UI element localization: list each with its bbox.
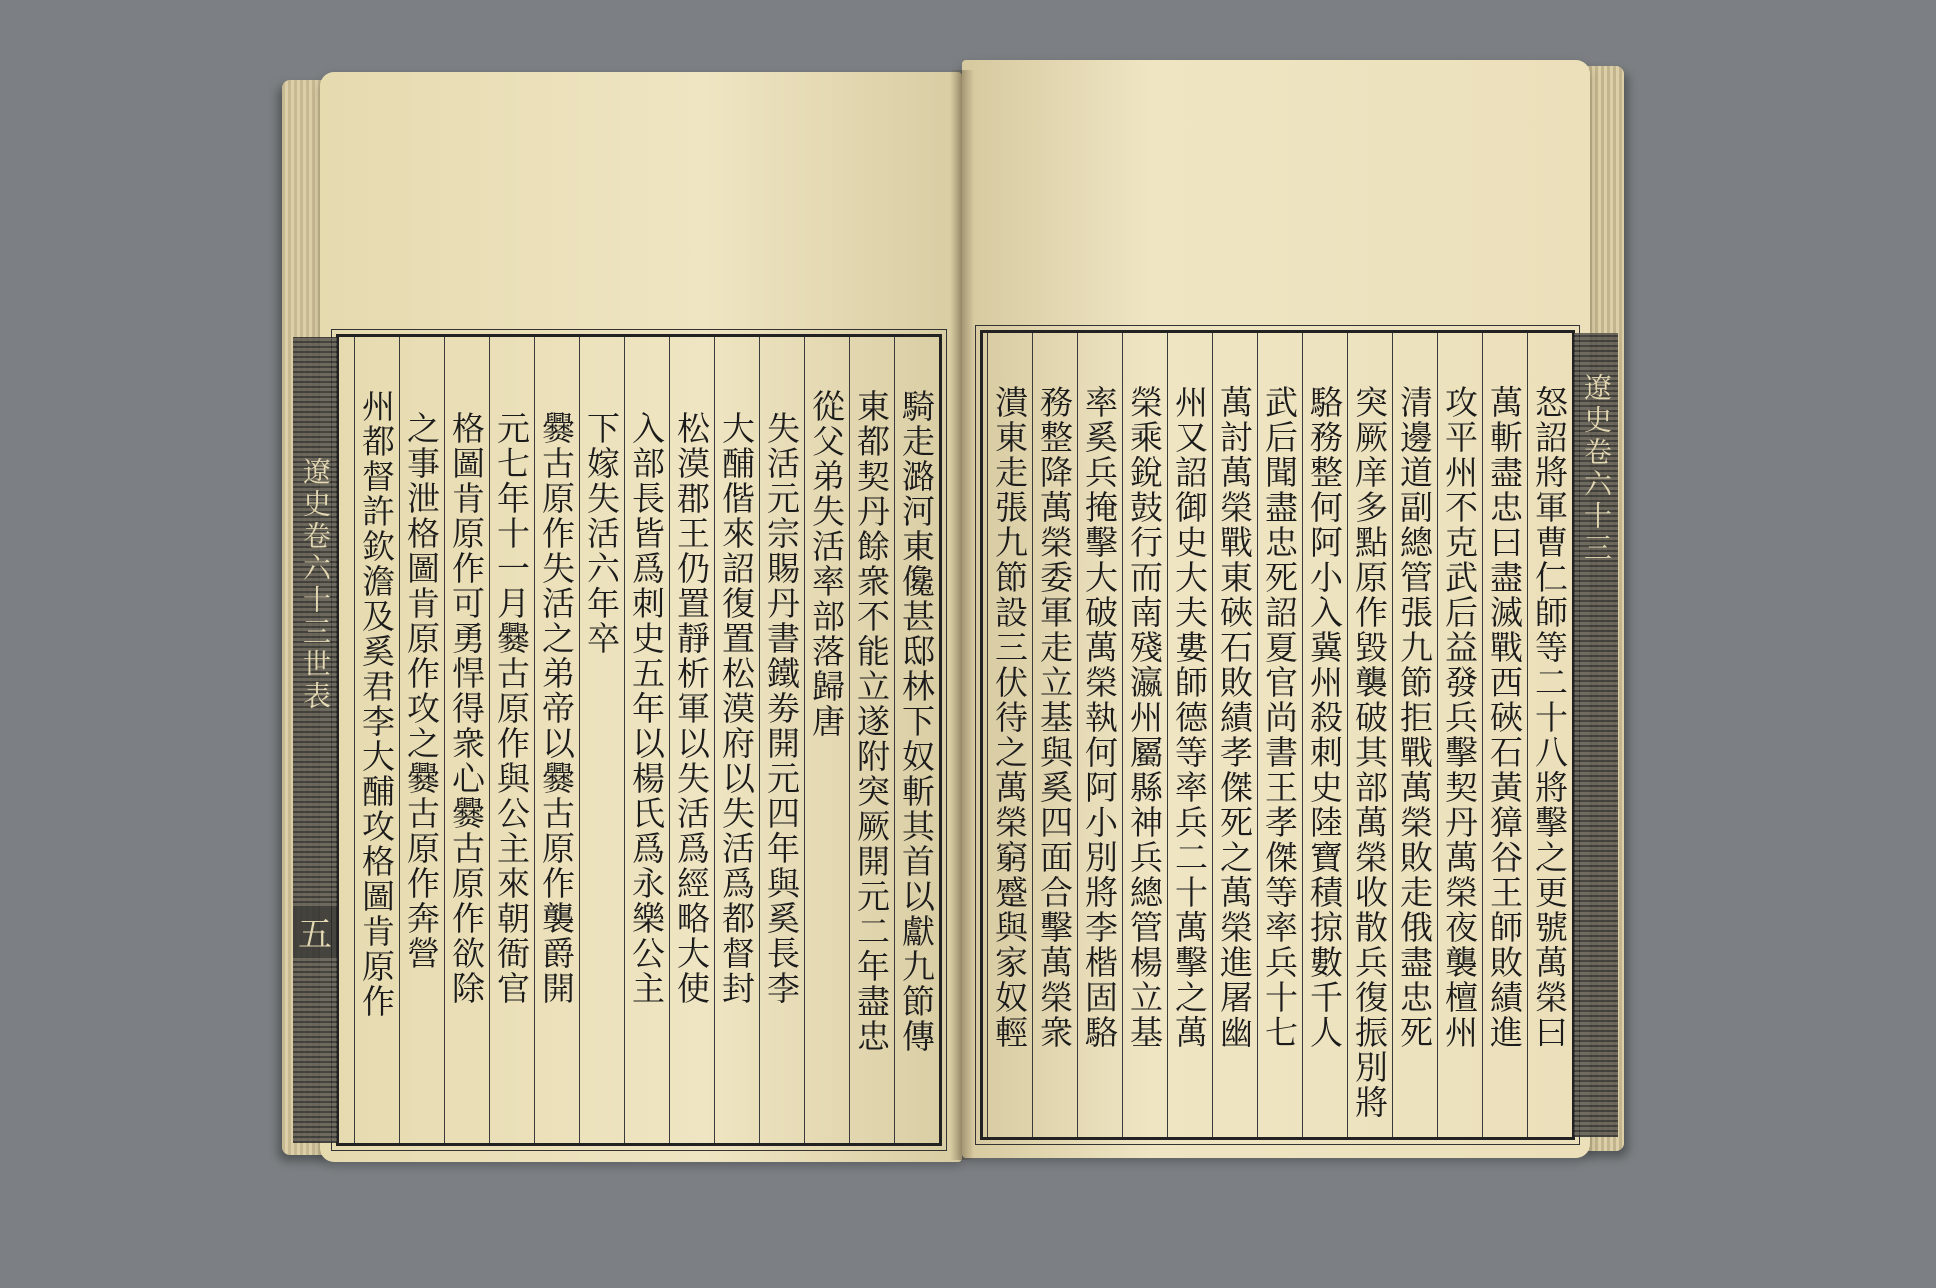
column-text: 攻平州不克武后益發兵擊契丹萬榮夜襲檀州 [1440,385,1479,1050]
text-column [894,337,939,1143]
text-column [1437,333,1482,1137]
column-text: 務整降萬榮委軍走立基與奚四面合擊萬榮衆 [1035,385,1074,1050]
column-text: 格圖肯原作可勇悍得衆心爨古原作欲除 [447,411,486,1006]
column-text: 率奚兵掩擊大破萬榮執何阿小別將李楷固駱 [1080,385,1119,1050]
text-column [987,333,1032,1137]
text-column [354,337,399,1143]
column-text: 萬斬盡忠曰盡滅戰西硤石黃獐谷王師敗績進 [1485,385,1524,1050]
column-text: 東都契丹餘衆不能立遂附突厥開元二年盡忠 [852,389,891,1054]
column-text: 怒詔將軍曹仁師等二十八將擊之更號萬榮曰 [1530,385,1569,1050]
text-column [1167,333,1212,1137]
book-gutter [950,70,974,1160]
text-column [444,337,489,1143]
text-column [1527,333,1572,1137]
column-text: 下嫁失活六年卒 [582,411,621,656]
text-column [849,337,894,1143]
left-margin-title: 遼史卷六十三世表 [299,457,332,713]
text-column [714,337,759,1143]
right-margin-strip [1574,333,1618,1137]
text-column [759,337,804,1143]
column-text: 爨古原作失活之弟帝以爨古原作襲爵開 [537,411,576,1006]
column-text: 武后聞盡忠死詔夏官尚書王孝傑等率兵十七 [1260,385,1299,1050]
text-column [1392,333,1437,1137]
column-text: 失活元宗賜丹書鐵劵開元四年與奚長李 [762,411,801,1006]
column-text: 入部長皆爲刺史五年以楊氏爲永樂公主 [627,411,666,1006]
text-column [489,337,534,1143]
column-text: 駱務整何阿小入冀州殺刺史陸寶積掠數千人 [1305,385,1344,1050]
page-number: 五 [293,907,337,956]
text-column [534,337,579,1143]
text-column [1482,333,1527,1137]
text-column [1077,333,1122,1137]
column-text: 之事泄格圖肯原作攻之爨古原作奔營 [402,411,441,971]
right-columns [987,333,1572,1137]
column-text: 大酺偕來詔復置松漠府以失活爲都督封 [717,411,756,1006]
column-text: 松漠郡王仍置靜析軍以失活爲經略大使 [672,411,711,1006]
text-column [624,337,669,1143]
left-margin-strip [293,337,337,1143]
text-column [1257,333,1302,1137]
text-column [579,337,624,1143]
right-margin-title: 遼史卷六十三 [1580,373,1613,565]
text-column [804,337,849,1143]
column-text: 州又詔御史大夫婁師德等率兵二十萬擊之萬 [1170,385,1209,1050]
column-text: 潰東走張九節設三伏待之萬榮窮蹙與家奴輕 [990,385,1029,1050]
right-text-frame [980,330,1613,1140]
column-text: 突厥庠多點原作毀襲破其部萬榮收散兵復振別將 [1350,385,1389,1120]
column-text: 州都督許欽澹及奚君李大酺攻格圖肯原作 [357,389,396,1019]
text-column [1302,333,1347,1137]
text-column [1347,333,1392,1137]
left-columns [354,337,939,1143]
column-text: 從父弟失活率部落歸唐 [807,389,846,739]
column-text: 元七年十一月爨古原作與公主來朝衙官 [492,411,531,1006]
column-text: 騎走潞河東儳甚邸林下奴斬其首以獻九節傳 [897,389,936,1054]
text-column [1032,333,1077,1137]
text-column [399,337,444,1143]
text-column [1122,333,1167,1137]
text-column [1212,333,1257,1137]
column-text: 清邊道副總管張九節拒戰萬榮敗走俄盡忠死 [1395,385,1434,1050]
left-text-frame [298,334,942,1146]
column-text: 榮乘銳鼓行而南殘瀛州屬縣神兵總管楊立基 [1125,385,1164,1050]
column-text: 萬討萬榮戰東硤石敗績孝傑死之萬榮進屠幽 [1215,385,1254,1050]
text-column [669,337,714,1143]
